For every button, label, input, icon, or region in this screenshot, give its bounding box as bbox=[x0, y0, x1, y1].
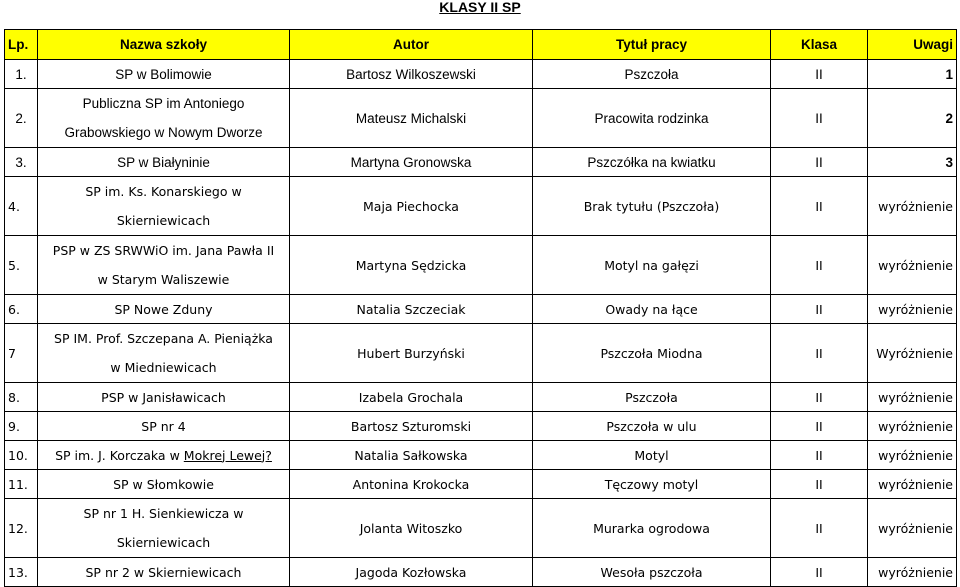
cell-class: II bbox=[771, 295, 868, 324]
cell-school: SP Nowe Zduny bbox=[38, 295, 290, 324]
header-notes: Uwagi bbox=[868, 30, 957, 60]
cell-work: Brak tytułu (Pszczoła) bbox=[533, 177, 771, 236]
cell-author: Jagoda Kozłowska bbox=[290, 558, 533, 587]
cell-notes: 1 bbox=[868, 60, 957, 89]
cell-school-line1: SP nr 1 H. Sienkiewicza w bbox=[83, 506, 244, 521]
cell-school: SP w Słomkowie bbox=[38, 470, 290, 499]
cell-lp: 4. bbox=[5, 177, 38, 236]
cell-notes: wyróżnienie bbox=[868, 470, 957, 499]
cell-school-line1: PSP w ZS SRWWiO im. Jana Pawła II bbox=[52, 243, 275, 258]
cell-lp: 12. bbox=[5, 499, 38, 558]
cell-notes: wyróżnienie bbox=[868, 499, 957, 558]
cell-work: Pszczoła Miodna bbox=[533, 324, 771, 383]
table-row bbox=[5, 441, 957, 470]
cell-school: SP w Bolimowie bbox=[38, 60, 290, 89]
cell-notes: wyróżnienie bbox=[868, 295, 957, 324]
cell-class: II bbox=[771, 383, 868, 412]
cell-class: II bbox=[771, 499, 868, 558]
cell-school: SP nr 4 bbox=[38, 412, 290, 441]
cell-school bbox=[38, 499, 290, 558]
cell-work: Owady na łące bbox=[533, 295, 771, 324]
cell-work: Pracowita rodzinka bbox=[533, 89, 771, 148]
cell-lp: 8. bbox=[5, 383, 38, 412]
table-row bbox=[5, 60, 957, 89]
cell-school: SP nr 2 w Skierniewicach bbox=[38, 558, 290, 587]
cell-work: Pszczółka na kwiatku bbox=[533, 148, 771, 177]
cell-author: Natalia Szczeciak bbox=[290, 295, 533, 324]
cell-class: II bbox=[771, 236, 868, 295]
cell-notes: wyróżnienie bbox=[868, 412, 957, 441]
cell-work: Tęczowy motyl bbox=[533, 470, 771, 499]
cell-notes: wyróżnienie bbox=[868, 383, 957, 412]
cell-notes: wyróżnienie bbox=[868, 558, 957, 587]
cell-author: Bartosz Wilkoszewski bbox=[290, 60, 533, 89]
cell-class: II bbox=[771, 470, 868, 499]
cell-notes: 3 bbox=[868, 148, 957, 177]
cell-author: Martyna Sędzicka bbox=[290, 236, 533, 295]
cell-author: Jolanta Witoszko bbox=[290, 499, 533, 558]
cell-work: Murarka ogrodowa bbox=[533, 499, 771, 558]
document-title: KLASY II SP bbox=[439, 0, 521, 15]
cell-class: II bbox=[771, 60, 868, 89]
cell-lp: 13. bbox=[5, 558, 38, 587]
cell-school-prefix: SP im. J. Korczaka w bbox=[55, 447, 184, 463]
header-author: Autor bbox=[290, 30, 533, 60]
cell-school: PSP w Janisławicach bbox=[38, 383, 290, 412]
cell-lp: 6. bbox=[5, 295, 38, 324]
cell-lp: 10. bbox=[5, 441, 38, 470]
cell-notes: wyróżnienie bbox=[868, 177, 957, 236]
cell-notes: Wyróżnienie bbox=[868, 324, 957, 383]
cell-lp: 7 bbox=[5, 324, 38, 383]
cell-school bbox=[38, 441, 290, 470]
cell-class: II bbox=[771, 324, 868, 383]
cell-author: Natalia Sałkowska bbox=[290, 441, 533, 470]
cell-class: II bbox=[771, 558, 868, 587]
table-row bbox=[5, 89, 957, 148]
cell-class: II bbox=[771, 148, 868, 177]
table-row bbox=[5, 324, 957, 383]
cell-work: Wesoła pszczoła bbox=[533, 558, 771, 587]
header-lp: Lp. bbox=[5, 30, 38, 60]
results-table bbox=[4, 29, 957, 587]
cell-school bbox=[38, 236, 290, 295]
cell-work: Motyl na gałęzi bbox=[533, 236, 771, 295]
cell-school-line2: Skierniewicach bbox=[116, 535, 211, 550]
cell-notes: wyróżnienie bbox=[868, 441, 957, 470]
table-row bbox=[5, 295, 957, 324]
table-row bbox=[5, 383, 957, 412]
cell-work: Motyl bbox=[533, 441, 771, 470]
table-row bbox=[5, 148, 957, 177]
cell-author: Mateusz Michalski bbox=[290, 89, 533, 148]
cell-author: Bartosz Szturomski bbox=[290, 412, 533, 441]
table-row bbox=[5, 558, 957, 587]
cell-lp: 2. bbox=[5, 89, 38, 148]
cell-school-line1: Publiczna SP im Antoniego bbox=[82, 96, 245, 111]
cell-author: Martyna Gronowska bbox=[290, 148, 533, 177]
cell-school-line2: w Miedniewicach bbox=[110, 360, 217, 375]
cell-school-line2: Grabowskiego w Nowym Dworze bbox=[64, 125, 263, 140]
table-row bbox=[5, 177, 957, 236]
cell-notes: 2 bbox=[868, 89, 957, 148]
school-link[interactable]: Mokrej Lewej? bbox=[183, 447, 272, 463]
cell-class: II bbox=[771, 412, 868, 441]
table-row bbox=[5, 412, 957, 441]
cell-lp: 11. bbox=[5, 470, 38, 499]
cell-notes: wyróżnienie bbox=[868, 236, 957, 295]
cell-school bbox=[38, 324, 290, 383]
cell-school bbox=[38, 177, 290, 236]
table-header-row bbox=[5, 30, 957, 60]
header-work: Tytuł pracy bbox=[533, 30, 771, 60]
table-row bbox=[5, 499, 957, 558]
cell-school bbox=[38, 89, 290, 148]
table-row bbox=[5, 236, 957, 295]
cell-author: Antonina Krokocka bbox=[290, 470, 533, 499]
table-row bbox=[5, 470, 957, 499]
cell-work: Pszczoła w ulu bbox=[533, 412, 771, 441]
cell-author: Izabela Grochala bbox=[290, 383, 533, 412]
cell-school-line1: SP im. Ks. Konarskiego w bbox=[85, 184, 242, 199]
cell-school-line2: w Starym Waliszewie bbox=[97, 272, 230, 287]
cell-lp: 5. bbox=[5, 236, 38, 295]
cell-lp: 1. bbox=[5, 60, 38, 89]
header-school: Nazwa szkoły bbox=[38, 30, 290, 60]
header-class: Klasa bbox=[771, 30, 868, 60]
cell-school-line1: SP IM. Prof. Szczepana A. Pieniążka bbox=[54, 331, 273, 346]
cell-work: Pszczoła bbox=[533, 383, 771, 412]
cell-school-line2: Skierniewicach bbox=[116, 213, 211, 228]
cell-author: Hubert Burzyński bbox=[290, 324, 533, 383]
cell-class: II bbox=[771, 89, 868, 148]
cell-class: II bbox=[771, 177, 868, 236]
cell-author: Maja Piechocka bbox=[290, 177, 533, 236]
cell-work: Pszczoła bbox=[533, 60, 771, 89]
cell-lp: 3. bbox=[5, 148, 38, 177]
cell-class: II bbox=[771, 441, 868, 470]
cell-lp: 9. bbox=[5, 412, 38, 441]
cell-school: SP w Białyninie bbox=[38, 148, 290, 177]
